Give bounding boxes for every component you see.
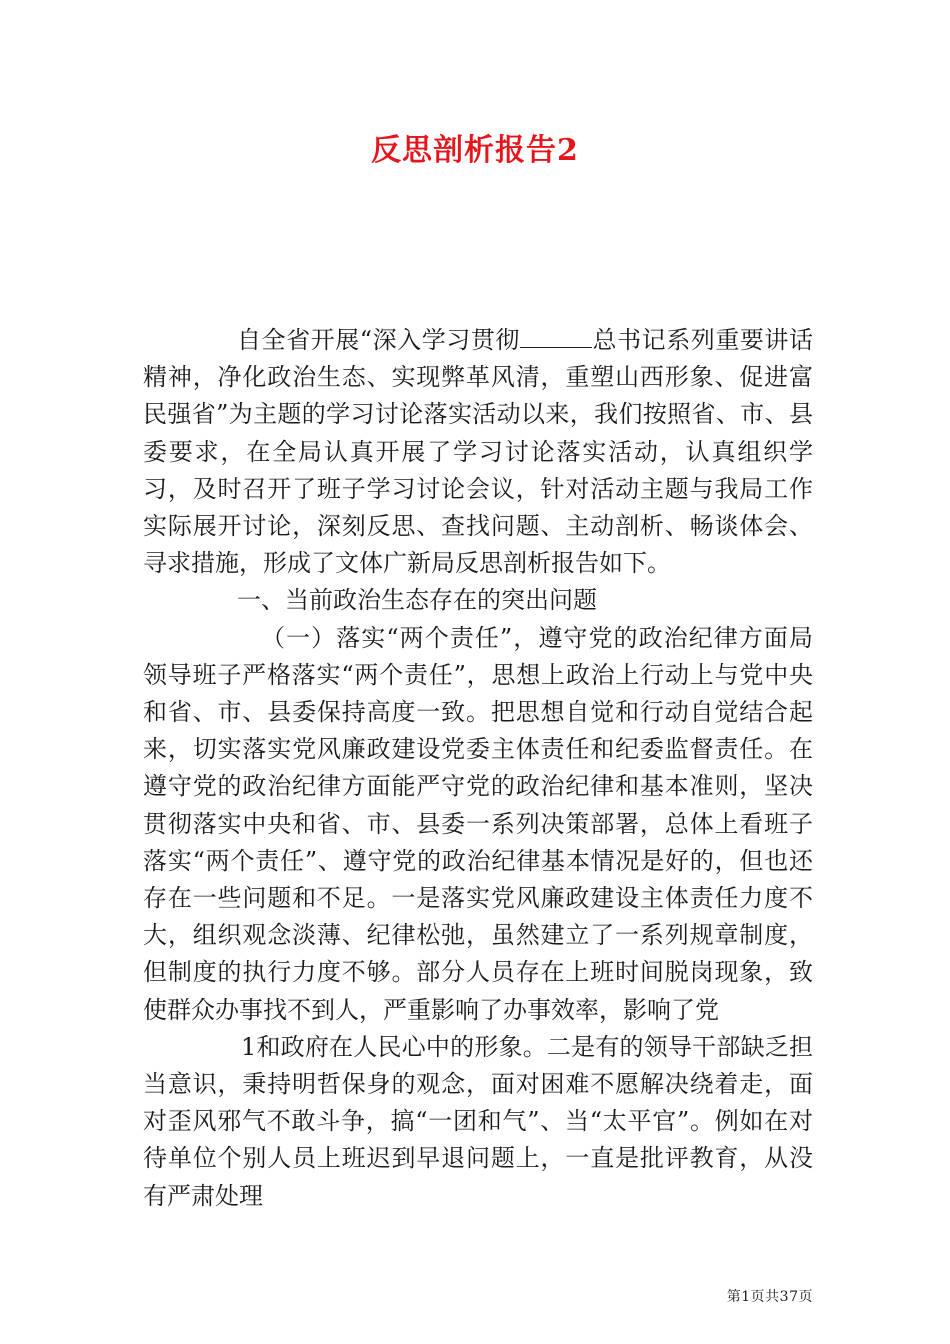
paragraph-intro [143,322,813,582]
paragraph-intro-part1: 自全省开展“深入学习贯彻 [237,326,520,354]
paragraph-intro-part2: 总书记系列重要讲话精神，净化政治生态、实现弊革风清，重塑山西形象、促进富民强省”为主题的学习讨论落实活动以来，我们按照省、市、县委要求，在全局认真开展了学习讨论落实活动，认真组织学习，及时召开了班子学习讨论会议，针对活动主题与我局工作实际展开讨论，深刻反思、查找问题、主动剖析、畅谈体会、寻求措施，形成了文体广新局反思剖析报告如下。 [143,326,813,578]
fill-in-blank [520,327,592,348]
document-body [143,322,813,1215]
paragraph-section-one: （一）落实“两个责任”，遵守党的政治纪律方面局领导班子严格落实“两个责任”，思想上政治上行动上与党中央和省、市、县委保持高度一致。把思想自觉和行动自觉结合起来，切实落实党风廉政建设党委主体责任和纪委监督责任。在遵守党的政治纪律方面能严守党的政治纪律和基本准则，坚决贯彻落实中央和省、市、县委一系列决策部署，总体上看班子落实“两个责任”、遵守党的政治纪律基本情况是好的，但也还存在一些问题和不足。一是落实党风廉政建设主体责任力度不大，组织观念淡薄、纪律松弛，虽然建立了一系列规章制度，但制度的执行力度不够。部分人员存在上班时间脱岗现象，致使群众办事找不到人，严重影响了办事效率，影响了党 [143,623,813,1024]
document-title: 反思剖析报告2 [371,133,579,168]
page-footer: 第1页共37页 [726,1289,813,1305]
paragraph-continued: 1和政府在人民心中的形象。二是有的领导干部缺乏担当意识，秉持明哲保身的观念，面对困难不愿解决绕着走，面对歪风邪气不敢斗争，搞“一团和气”、当“太平官”。例如在对待单位个别人员上班迟到早退问题上，一直是批评教育，从没有严肃处理 [143,1032,813,1210]
section-heading: 一、当前政治生态存在的突出问题 [237,586,597,615]
